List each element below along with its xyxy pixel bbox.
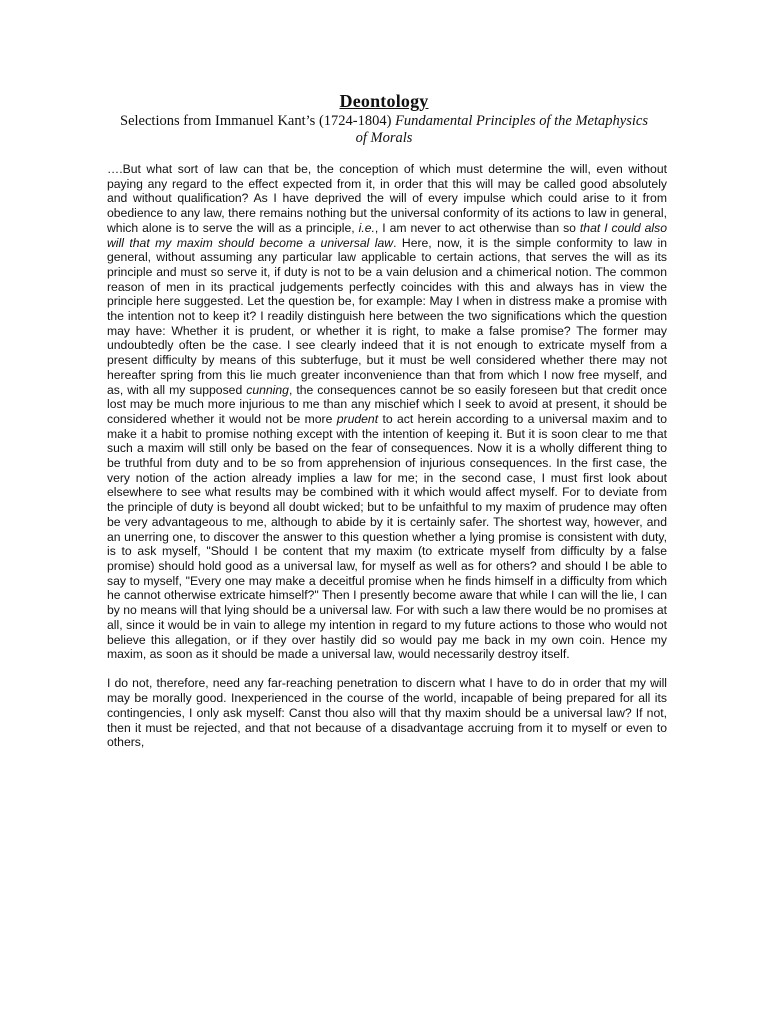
paragraph-text: , the consequences cannot be so easily foreseen but that credit once lost may be much more injurious to me than any mischief which I seek to avoid at present, it should be considered whether it would not be more (107, 382, 667, 426)
emphasized-text: that I could also will that my maxim should become a universal law (107, 220, 667, 250)
paragraph-text: ….But what sort of law can that be, the conception of which must determine the will, even without paying any regard to the effect expected from it, in order that this will may be called good absolutely and without qualification? As I have deprived the will of every impulse which could arise to it from obedience to any law, there remains nothing but the universal conformity of its actions to law in general, which alone is to serve the will as a principle, (107, 162, 667, 235)
paragraph-text: I do not, therefore, need any far-reaching penetration to discern what I have to do in order that my will may be morally good. Inexperienced in the course of the world, incapable of being prepared for all its contingencies, I only ask myself: Canst thou also will that thy maxim should be a universal law? If not, then it must be rejected, and that not because of a disadvantage accruing from it to myself or even to others, (107, 676, 667, 750)
emphasized-text: prudent (336, 411, 379, 426)
paragraph-text: . Here, now, it is the simple conformity to law in general, without assuming any particular law applicable to certain actions, that serves the will as its principle and must so serve it, if duty is not to be a vain delusion and a chimerical notion. The common reason of men in its practical judgements perfectly coincides with this and always has in view the principle here suggested. Let the question be, for example: May I when in distress make a promise with the intention not to keep it? I readily distinguish here between the two significations which the question may have: Whether it is prudent, or whether it is right, to make a false promise? The former may undoubtedly often be the case. I see clearly indeed that it is not enough to extricate myself from a present difficulty by means of this subterfuge, but it must be well considered whether there may not hereafter spring from this lie much greater inconvenience than that from which I now free myself, and as, with all my supposed (107, 235, 667, 397)
paragraph-text: to act herein according to a universal maxim and to make it a habit to promise nothing except with the intention of keeping it. But it is soon clear to me that such a maxim will still only be based on the fear of consequences. Now it is a wholly different thing to be truthful from duty and to be so from apprehension of injurious consequences. In the first case, the very notion of the action already implies a law for me; in the second case, I must first look about elsewhere to see what results may be combined with it which would affect myself. For to deviate from the principle of duty is beyond all doubt wicked; but to be unfaithful to my maxim of prudence may often be very advantageous to me, although to abide by it is certainly safer. The shortest way, however, and an unerring one, to discover the answer to this question whether a lying promise is consistent with duty, is to ask myself, "Should I be content that my maxim (to extricate myself from difficulty by a false promise) should hold good as a universal law, for myself as well as for others? and should I be able to say to myself, "Every one may make a deceitful promise when he finds himself in a difficulty from which he cannot otherwise extricate himself?" Then I presently become aware that while I can will the lie, I can by no means will that lying should be a universal law. For with such a law there would be no promises at all, since it would be in vain to allege my intention in regard to my future actions to those who would not believe this allegation, or if they over hastily did so would pay me back in my own coin. Hence my maxim, as soon as it should be made a universal law, would necessarily destroy itself. (107, 411, 667, 662)
subtitle-work-title: Fundamental Principles of the Metaphysics of Morals (355, 113, 648, 146)
body-paragraph (107, 676, 667, 750)
document-subtitle (120, 113, 648, 147)
emphasized-text: cunning (246, 382, 289, 397)
emphasized-text: i.e. (358, 220, 375, 235)
body-paragraph (107, 162, 667, 662)
document-title: Deontology (339, 91, 429, 111)
document-body (107, 162, 667, 750)
subtitle-prefix: Selections from Immanuel Kant’s (1724-1804) (120, 113, 396, 129)
paragraph-text: , I am never to act otherwise than so (374, 220, 580, 235)
